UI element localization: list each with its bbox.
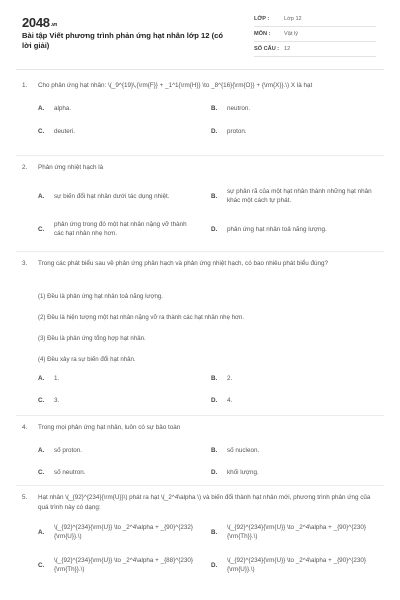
option-text: 4. — [227, 397, 233, 404]
question-divider — [16, 251, 384, 252]
question-text: Phản ứng nhiệt hạch là — [38, 164, 104, 171]
option-text: \(_{92}^{234}{\rm{U}} \to _2^4\alpha + _{90}^{230}{\rm{U}}.\) — [227, 557, 366, 573]
question-number: 3. — [22, 260, 28, 267]
option-text: số nucleon. — [227, 447, 260, 454]
option-label: D. — [211, 128, 218, 135]
question-4 — [22, 423, 380, 476]
question-text: Hạt nhân \(_{92}^{234}{\rm{U}}\) phát ra hạt \(_2^4\alpha \) và biến đổi thành hạt nhân mới, phương trình phản ứng của quá trình này có dạng: — [38, 494, 371, 511]
option-label: B. — [211, 375, 218, 382]
question-number: 1. — [22, 82, 28, 89]
question-divider — [16, 485, 384, 486]
option-c[interactable] — [38, 468, 198, 477]
option-d[interactable] — [211, 396, 376, 405]
question-text: Cho phản ứng hạt nhân: \(_9^{19}\,{\rm{F}} + _1^1{\rm{H}} \to _8^{16}{\rm{O}} + {\rm{X}}.\) X là hạt — [38, 82, 313, 89]
option-text: neutron. — [227, 105, 251, 112]
option-a[interactable] — [38, 446, 198, 455]
option-a[interactable] — [38, 374, 198, 383]
meta-row-subject — [254, 27, 376, 42]
question-divider — [16, 155, 384, 156]
option-text: \(_{92}^{234}{\rm{U}} \to _2^4\alpha + _{90}^{232}{\rm{U}}.\) — [54, 524, 193, 540]
question-text: Trong mọi phản ứng hạt nhân, luôn có sự bảo toàn — [38, 424, 181, 431]
statement-3: (3) Đều là phản ứng tổng hợp hạt nhân. — [38, 335, 146, 342]
option-label: D. — [211, 562, 218, 569]
option-label: A. — [38, 529, 45, 536]
question-2 — [22, 163, 380, 237]
option-a[interactable] — [38, 192, 198, 201]
option-d[interactable] — [211, 225, 376, 234]
option-text: alpha. — [54, 105, 72, 112]
option-c[interactable] — [38, 556, 198, 574]
meta-value: 12 — [284, 46, 291, 52]
question-3 — [22, 259, 380, 269]
option-label: A. — [38, 375, 45, 382]
header-divider — [16, 69, 384, 70]
option-b[interactable] — [211, 104, 376, 113]
logo-suffix: .vn — [50, 22, 58, 28]
option-b[interactable] — [211, 446, 376, 455]
option-label: B. — [211, 193, 218, 200]
option-c[interactable] — [38, 396, 198, 405]
option-text: 2. — [227, 375, 233, 382]
option-c[interactable] — [38, 220, 198, 238]
option-label: C. — [38, 128, 45, 135]
option-label: C. — [38, 562, 45, 569]
option-text: 1. — [54, 375, 60, 382]
header — [0, 0, 400, 66]
option-label: A. — [38, 447, 45, 454]
option-b[interactable] — [211, 374, 376, 383]
question-stem — [22, 259, 380, 269]
question-stem — [22, 163, 380, 173]
option-d[interactable] — [211, 127, 376, 136]
meta-value: Lớp 12 — [284, 16, 302, 22]
statement-4: (4) Đều xảy ra sự biến đổi hạt nhân. — [38, 356, 136, 363]
option-text: phản ứng hạt nhân toả năng lượng. — [227, 226, 327, 233]
option-label: D. — [211, 397, 218, 404]
option-a[interactable] — [38, 523, 198, 541]
option-label: D. — [211, 469, 218, 476]
meta-row-count — [254, 42, 376, 57]
site-logo[interactable] — [22, 15, 57, 30]
option-label: C. — [38, 226, 45, 233]
option-label: A. — [38, 105, 45, 112]
option-text: proton. — [227, 128, 247, 135]
page-title: Bài tập Viết phương trình phản ứng hạt nhân lớp 12 (có lời giải) — [22, 31, 223, 50]
meta-key: LỚP : — [254, 16, 270, 22]
statement-2: (2) Đều là hiện tượng một hạt nhân nặng vỡ ra thành các hạt nhân nhẹ hơn. — [38, 314, 245, 321]
option-label: C. — [38, 469, 45, 476]
meta-row-class — [254, 12, 376, 27]
logo-text: 2048 — [22, 15, 50, 30]
question-number: 5. — [22, 494, 28, 501]
option-text: phản ứng trong đó một hạt nhân nặng vỡ thành các hạt nhân nhẹ hơn. — [54, 221, 187, 237]
option-label: C. — [38, 397, 45, 404]
question-number: 4. — [22, 424, 28, 431]
question-stem — [22, 493, 380, 513]
option-text: số proton. — [54, 447, 83, 454]
question-3-options — [22, 370, 380, 404]
option-label: D. — [211, 226, 218, 233]
question-text: Trong các phát biểu sau về phản ứng phân hạch và phản ứng nhiệt hạch, có bao nhiêu phát biểu đúng? — [38, 260, 329, 267]
option-text: deuteri. — [54, 128, 76, 135]
question-5 — [22, 493, 380, 573]
option-d[interactable] — [211, 556, 376, 574]
meta-key: SỐ CÂU : — [254, 46, 280, 52]
option-a[interactable] — [38, 104, 198, 113]
option-label: B. — [211, 105, 218, 112]
question-stem — [22, 81, 380, 91]
option-c[interactable] — [38, 127, 198, 136]
option-text: khối lượng. — [227, 469, 259, 476]
option-label: B. — [211, 529, 218, 536]
option-text: sự phân rã của một hạt nhân thành những hạt nhân khác một cách tự phát. — [227, 188, 372, 204]
option-label: B. — [211, 447, 218, 454]
option-b[interactable] — [211, 187, 376, 205]
option-text: 3. — [54, 397, 60, 404]
meta-value: Vật lý — [284, 31, 298, 37]
option-text: \(_{92}^{234}{\rm{U}} \to _2^4\alpha + _{90}^{230}{\rm{Th}}.\) — [227, 524, 366, 540]
question-1 — [22, 81, 380, 135]
option-b[interactable] — [211, 523, 376, 541]
option-d[interactable] — [211, 468, 376, 477]
statement-1: (1) Đều là phản ứng hạt nhân toả năng lượng. — [38, 293, 163, 300]
question-divider — [16, 415, 384, 416]
meta-key: MÔN : — [254, 31, 271, 37]
option-text: \(_{92}^{234}{\rm{U}} \to _2^4\alpha + _{88}^{230}{\rm{Th}}.\) — [54, 557, 193, 573]
option-text: số neutron. — [54, 469, 86, 476]
question-number: 2. — [22, 164, 28, 171]
question-stem — [22, 423, 380, 433]
meta-info — [254, 12, 376, 57]
option-text: sự biến đổi hạt nhân dưới tác dụng nhiệt. — [54, 193, 170, 200]
option-label: A. — [38, 193, 45, 200]
